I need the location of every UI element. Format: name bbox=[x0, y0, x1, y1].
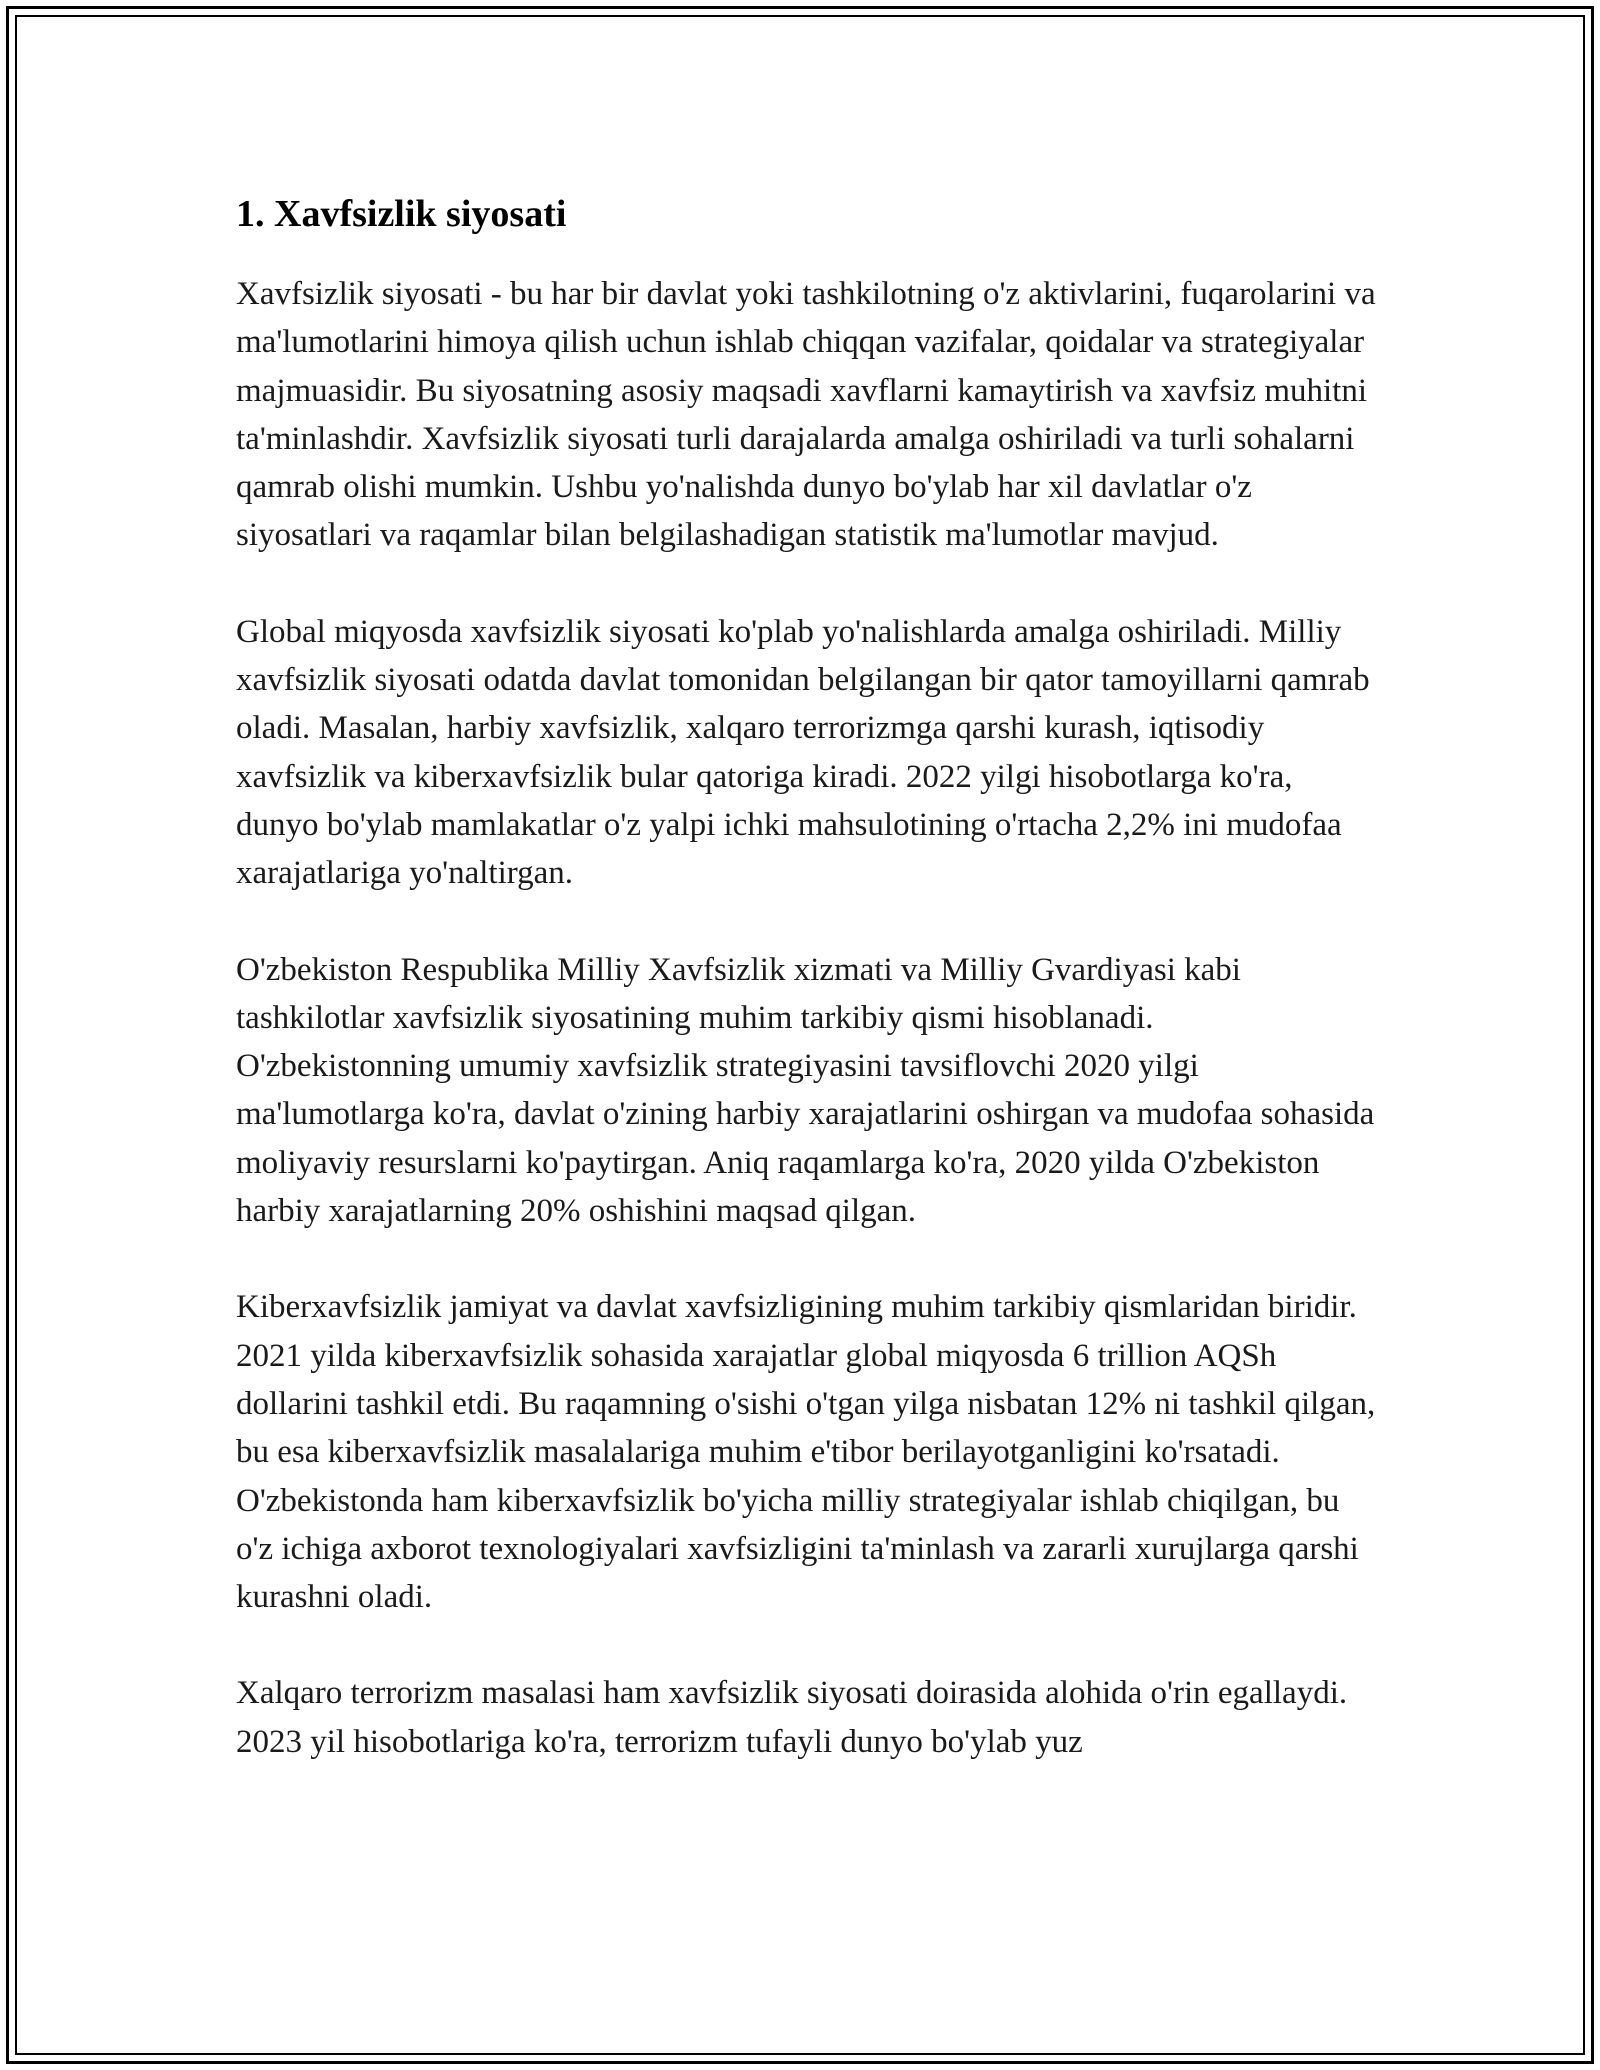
paragraph-global: Global miqyosda xavfsizlik siyosati ko'plab yo'nalishlarda amalga oshiriladi. Milliy xavfsizlik siyosati odatda davlat tomonidan belgilangan bir qator tamoyillarni qamrab oladi. Masalan, harbiy xavfsizlik, xalqaro terrorizmga qarshi kurash, iqtisodiy xavfsizlik va kiberxavfsizlik bular qatoriga kiradi. 2022 yilgi hisobotlarga ko'ra, dunyo bo'ylab mamlakatlar o'z yalpi ichki mahsulotining o'rtacha 2,2% ini mudofaa xarajatlariga yo'naltirgan. bbox=[236, 613, 1370, 892]
paragraph-cybersecurity: Kiberxavfsizlik jamiyat va davlat xavfsizligining muhim tarkibiy qismlaridan biridir. 2021 yilda kiberxavfsizlik sohasida xarajatlar global miqyosda 6 trillion AQSh dollarini tashkil etdi. Bu raqamning o'sishi o'tgan yilga nisbatan 12% ni tashkil qilgan, bu esa kiberxavfsizlik masalalariga muhim e'tibor berilayotganligini ko'rsatadi. O'zbekistonda ham kiberxavfsizlik bo'yicha milliy strategiyalar ishlab chiqilgan, bu o'z ichiga axborot texnologiyalari xavfsizligini ta'minlash va zararli xurujlarga qarshi kurashni oladi. bbox=[236, 1289, 1376, 1616]
document-body bbox=[236, 184, 1376, 1814]
section-heading: 1. Xavfsizlik siyosati bbox=[236, 193, 567, 235]
paragraph-terrorism: Xalqaro terrorizm masalasi ham xavfsizlik siyosati doirasida alohida o'rin egallaydi. 2023 yil hisobotlariga ko'ra, terrorizm tufayli dunyo bo'ylab yuz bbox=[236, 1675, 1348, 1760]
paragraph-uzbekistan: O'zbekiston Respublika Milliy Xavfsizlik xizmati va Milliy Gvardiyasi kabi tashkilotlar xavfsizlik siyosatining muhim tarkibiy qismi hisoblanadi. O'zbekistonning umumiy xavfsizlik strategiyasini tavsiflovchi 2020 yilgi ma'lumotlarga ko'ra, davlat o'zining harbiy xarajatlarini oshirgan va mudofaa sohasida moliyaviy resurslarni ko'paytirgan. Aniq raqamlarga ko'ra, 2020 yilda O'zbekiston harbiy xarajatlarning 20% oshishini maqsad qilgan. bbox=[236, 951, 1375, 1230]
paragraph-definition: Xavfsizlik siyosati - bu har bir davlat yoki tashkilotning o'z aktivlarini, fuqarolarini va ma'lumotlarini himoya qilish uchun ishlab chiqqan vazifalar, qoidalar va strategiyalar majmuasidir. Bu siyosatning asosiy maqsadi xavflarni kamaytirish va xavfsiz muhitni ta'minlashdir. Xavfsizlik siyosati turli darajalarda amalga oshiriladi va turli sohalarni qamrab olishi mumkin. Ushbu yo'nalishda dunyo bo'ylab har xil davlatlar o'z siyosatlari va raqamlar bilan belgilashadigan statistik ma'lumotlar mavjud. bbox=[236, 276, 1376, 554]
